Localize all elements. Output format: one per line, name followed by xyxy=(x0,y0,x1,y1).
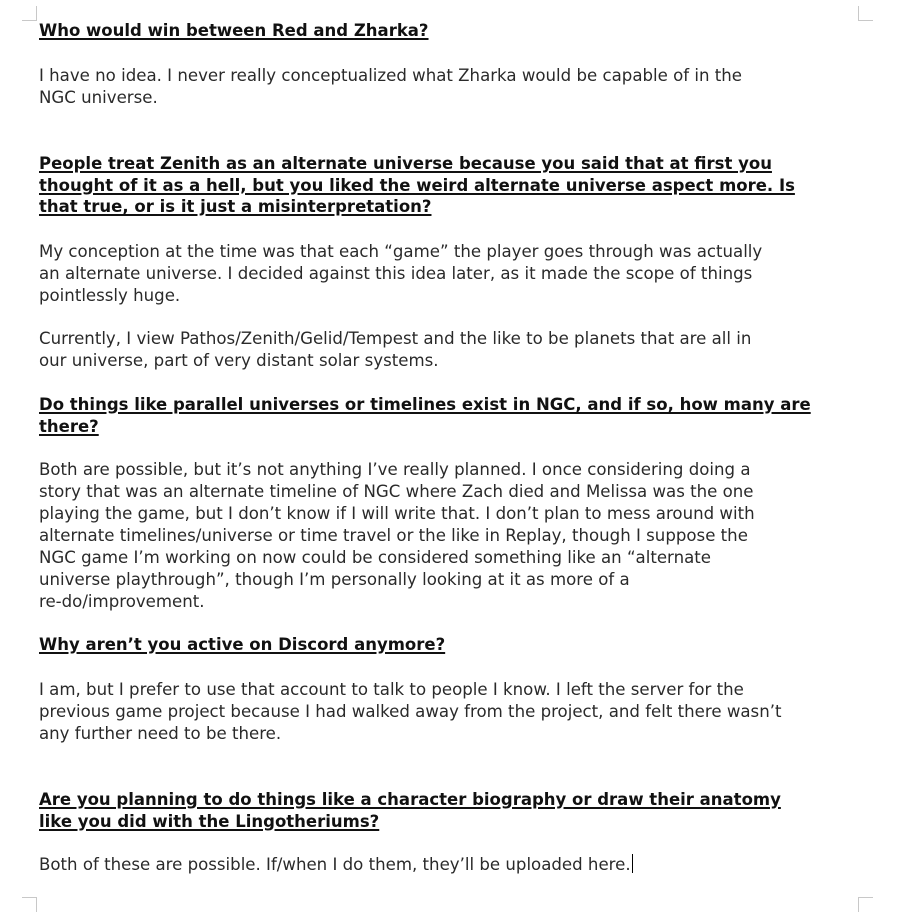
answer-line: re-do/improvement. xyxy=(39,592,205,611)
question-line: People treat Zenith as an alternate universe because you said that at first you xyxy=(39,154,772,173)
question-line: Why aren’t you active on Discord anymore? xyxy=(39,635,446,654)
text-cursor xyxy=(632,854,633,873)
page-corner-top-right xyxy=(858,6,873,21)
answer-line: I have no idea. I never really conceptualized what Zharka would be capable of in the xyxy=(39,66,743,85)
question-line: like you did with the Lingotheriums? xyxy=(39,811,380,831)
answer-line: any further need to be there. xyxy=(39,724,282,743)
question-line: Who would win between Red and Zharka? xyxy=(39,21,429,40)
answer-paragraph xyxy=(39,328,751,372)
answer-paragraph xyxy=(39,459,755,613)
answer-line: Currently, I view Pathos/Zenith/Gelid/Tempest and the like to be planets that are all in xyxy=(39,329,752,348)
answer-line: our universe, part of very distant solar systems. xyxy=(39,351,439,370)
answer-paragraph xyxy=(39,241,762,307)
answer-line: NGC game I’m working on now could be considered something like an “alternate xyxy=(39,548,711,567)
answer-line: Both of these are possible. If/when I do them, they’ll be uploaded here. xyxy=(39,855,631,874)
question-line: there? xyxy=(39,416,99,436)
question-heading xyxy=(39,789,781,832)
answer-line: previous game project because I had walked away from the project, and felt there wasn’t xyxy=(39,702,782,721)
question-line: that true, or is it just a misinterpretation? xyxy=(39,197,432,216)
answer-line: I am, but I prefer to use that account to talk to people I know. I left the server for the xyxy=(39,680,744,699)
answer-line: NGC universe. xyxy=(39,88,158,107)
answer-line: Both are possible, but it’s not anything I’ve really planned. I once considering doing a xyxy=(39,460,751,479)
question-heading xyxy=(39,153,795,218)
question-line: Do things like parallel universes or timelines exist in NGC, and if so, how many are xyxy=(39,395,811,414)
answer-line: story that was an alternate timeline of NGC where Zach died and Melissa was the one xyxy=(39,482,754,501)
answer-paragraph xyxy=(39,65,742,109)
answer-line: alternate timelines/universe or time travel or the like in Replay, though I suppose the xyxy=(39,526,748,545)
question-heading xyxy=(39,20,429,42)
answer-line: My conception at the time was that each “game” the player goes through was actually xyxy=(39,242,763,261)
page-corner-bottom-right xyxy=(858,897,873,912)
answer-line: an alternate universe. I decided against this idea later, as it made the scope of things xyxy=(39,264,753,283)
question-heading xyxy=(39,394,811,437)
answer-line: playing the game, but I don’t know if I will write that. I don’t plan to mess around with xyxy=(39,504,755,523)
page-corner-bottom-left xyxy=(22,897,37,912)
answer-line: pointlessly huge. xyxy=(39,286,181,305)
answer-paragraph xyxy=(39,679,782,745)
answer-paragraph xyxy=(39,854,633,876)
page-corner-top-left xyxy=(22,6,37,21)
question-line: thought of it as a hell, but you liked the weird alternate universe aspect more. Is xyxy=(39,175,795,195)
answer-line: universe playthrough”, though I’m personally looking at it as more of a xyxy=(39,570,630,589)
question-heading xyxy=(39,634,445,656)
question-line: Are you planning to do things like a character biography or draw their anatomy xyxy=(39,790,781,809)
